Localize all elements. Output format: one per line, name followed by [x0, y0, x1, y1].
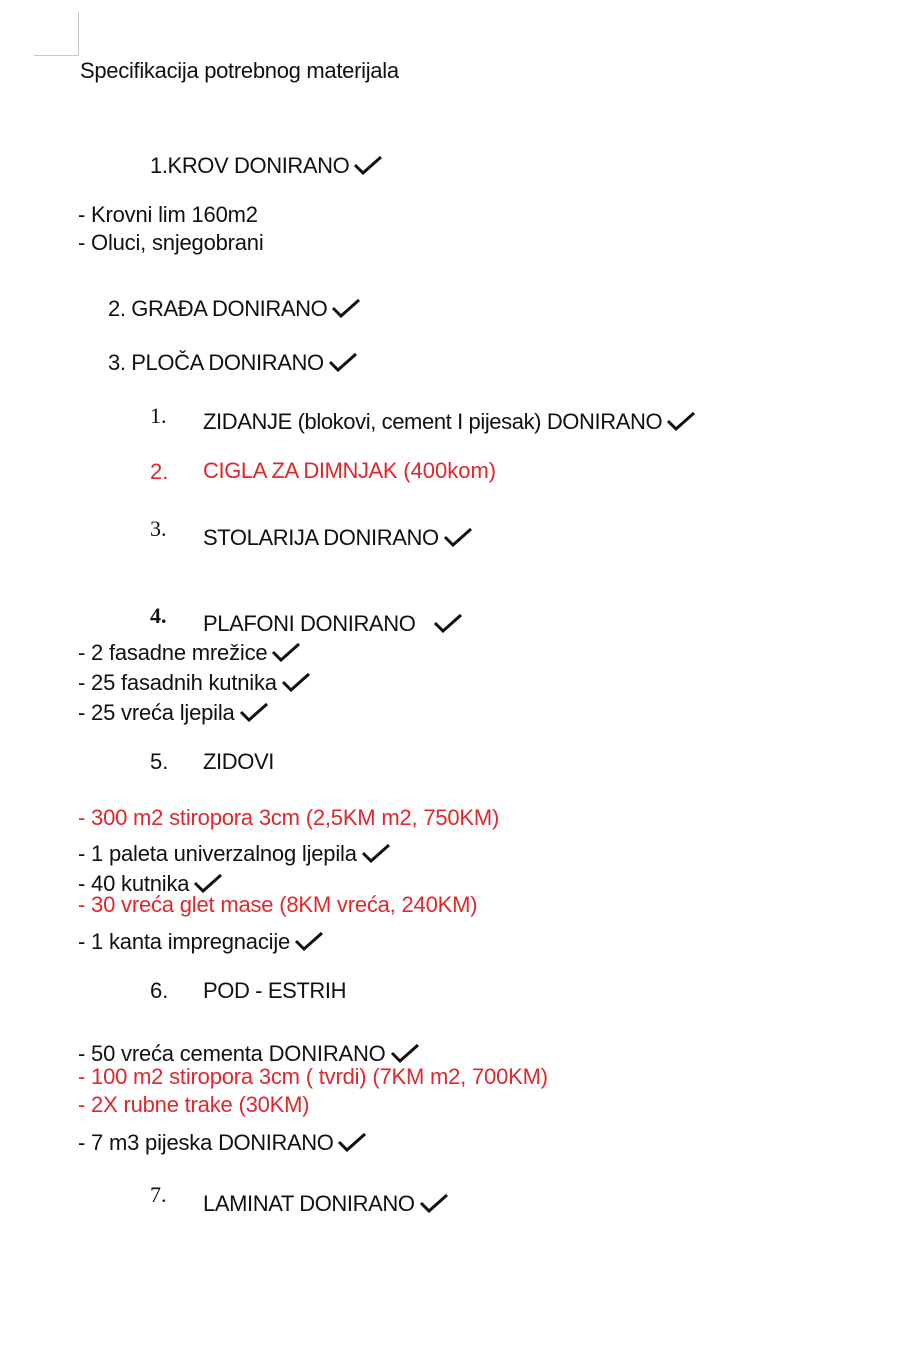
checkmark-icon [331, 298, 361, 318]
checkmark-icon [271, 642, 301, 662]
list-number: 3. [150, 516, 167, 541]
checkmark-icon [361, 843, 391, 863]
list-number: 1. [150, 403, 167, 428]
section-cigla-label: CIGLA ZA DIMNJAK [203, 458, 398, 483]
list-item-text: - 1 kanta impregnacije [78, 929, 291, 954]
checkmark-icon [419, 1193, 449, 1213]
list-item [78, 672, 311, 694]
section-grada [108, 298, 361, 320]
list-number: 4. [150, 603, 167, 628]
section-ploca [108, 352, 358, 374]
list-item-status: DONIRANO [218, 1130, 334, 1155]
section-stolarija [203, 527, 473, 549]
section-ploca-heading: 3. PLOČA DONIRANO [108, 350, 324, 375]
section-laminat-label: LAMINAT DONIRANO [203, 1191, 415, 1216]
checkmark-icon [193, 873, 223, 893]
list-number: 6. [150, 978, 169, 1003]
list-item: - 300 m2 stiropora 3cm (2,5KM m2, 750KM) [78, 805, 500, 830]
section-zidovi-label: ZIDOVI [203, 749, 274, 774]
checkmark-icon [353, 155, 383, 175]
section-plafoni [203, 613, 463, 635]
section-krov [150, 155, 383, 177]
checkmark-icon [281, 672, 311, 692]
list-item-text: - 25 vreća ljepila [78, 700, 235, 725]
list-number: 7. [150, 1182, 167, 1207]
list-item [78, 702, 269, 724]
page-crop-mark [34, 55, 79, 56]
list-item: - Oluci, snjegobrani [78, 230, 264, 255]
checkmark-icon [239, 702, 269, 722]
page-crop-mark [78, 12, 79, 56]
section-grada-heading: 2. GRAĐA DONIRANO [108, 296, 328, 321]
list-item: - Krovni lim 160m2 [78, 202, 258, 227]
list-number: 5. [150, 749, 169, 774]
list-item-text: - 7 m3 pijeska [78, 1130, 219, 1155]
section-zidanje [203, 411, 696, 433]
checkmark-icon [433, 613, 463, 633]
list-item-text: - 25 fasadnih kutnika [78, 670, 277, 695]
checkmark-icon [666, 411, 696, 431]
checkmark-icon [443, 527, 473, 547]
checkmark-icon [328, 352, 358, 372]
section-cigla-qty: (400kom) [397, 458, 497, 483]
list-item-text: - 40 kutnika [78, 871, 190, 896]
section-cigla [203, 460, 496, 482]
list-item [78, 931, 324, 953]
list-item [78, 1132, 367, 1154]
section-zidanje-label: ZIDANJE (blokovi, cement I pijesak) DONIRANO [203, 409, 663, 434]
list-item [78, 642, 301, 664]
list-item: - 100 m2 stiropora 3cm ( tvrdi) (7KM m2, 700KM) [78, 1064, 548, 1089]
list-item [78, 843, 391, 865]
section-krov-heading: 1.KROV DONIRANO [150, 153, 350, 178]
section-stolarija-label: STOLARIJA DONIRANO [203, 525, 439, 550]
checkmark-icon [390, 1043, 420, 1063]
section-pod-label: POD - ESTRIH [203, 978, 347, 1003]
list-number: 2. [150, 459, 169, 484]
section-laminat [203, 1193, 449, 1215]
checkmark-icon [294, 931, 324, 951]
list-item-text: - 50 vreća cementa DONIRANO [78, 1041, 386, 1066]
list-item-text: - 2 fasadne mrežice [78, 640, 268, 665]
list-item-text: - 1 paleta univerzalnog ljepila [78, 841, 357, 866]
list-item: - 30 vreća glet mase (8KM vreća, 240KM) [78, 892, 478, 917]
list-item: - 2X rubne trake (30KM) [78, 1092, 310, 1117]
document-title: Specifikacija potrebnog materijala [80, 58, 399, 83]
list-item [78, 1043, 420, 1065]
checkmark-icon [337, 1132, 367, 1152]
section-plafoni-label: PLAFONI DONIRANO [203, 611, 416, 636]
